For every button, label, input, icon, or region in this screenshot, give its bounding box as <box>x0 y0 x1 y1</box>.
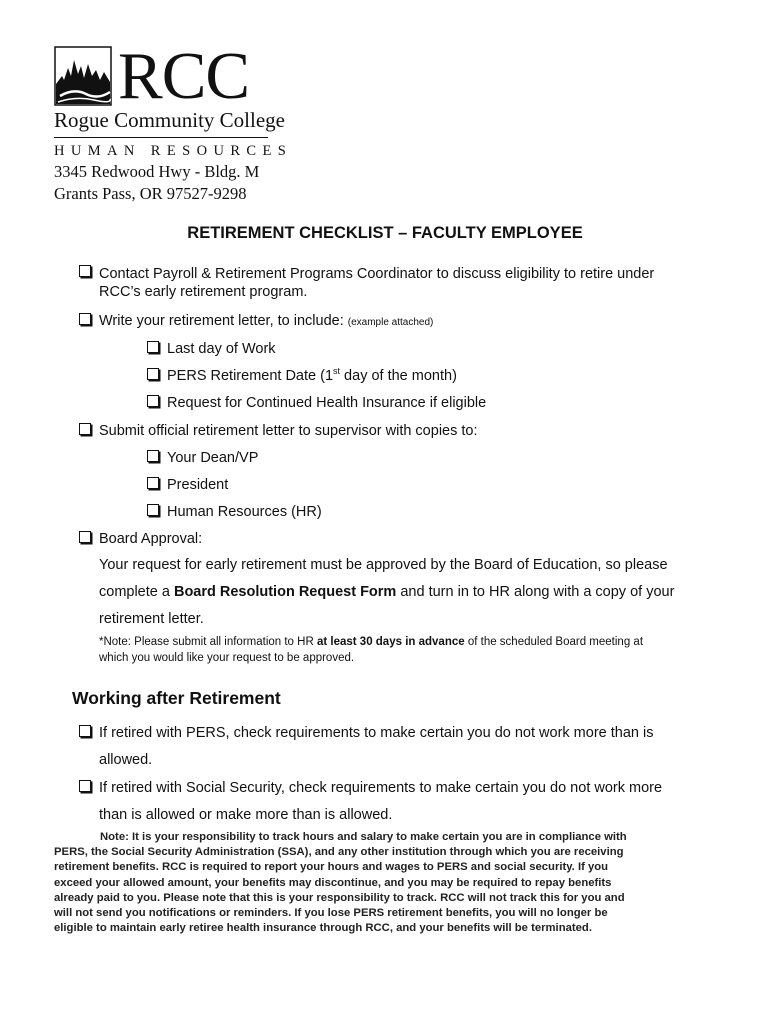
checkbox-last-day[interactable] <box>147 341 159 353</box>
note-line-7: eligible to maintain early retiree health insurance through RCC, and your benefits will be terminated. <box>54 922 592 935</box>
pers-requirements-line-2: allowed. <box>99 752 153 768</box>
subitem-health-insurance: Request for Continued Health Insurance if eligible <box>167 395 487 411</box>
checkbox-pers-requirements[interactable] <box>79 725 91 737</box>
checkbox-president[interactable] <box>147 477 159 489</box>
subitem-pers-date <box>167 367 457 385</box>
checkbox-write-letter[interactable] <box>79 313 91 325</box>
item-write-letter <box>99 312 433 332</box>
board-note-deadline: at least 30 days in advance <box>316 636 465 648</box>
pers-date-text: PERS Retirement Date (1 <box>167 368 334 384</box>
board-text-line-1: Your request for early retirement must be approved by the Board of Education, so please <box>99 557 668 573</box>
board-note-start: *Note: Please submit all information to HR <box>99 636 317 648</box>
item-contact-line-2: RCC’s early retirement program. <box>99 284 308 300</box>
note-line-4: exceed your allowed amount, your benefits may discontinue, and you may be required to repay benefits <box>54 876 612 889</box>
checkbox-submit-letter[interactable] <box>79 423 91 435</box>
board-text-line-2-end: and turn in to HR along with a copy of your <box>396 584 675 600</box>
subitem-dean-vp: Your Dean/VP <box>167 450 259 466</box>
rcc-logo <box>54 39 293 204</box>
example-attached-note: (example attached) <box>347 317 434 328</box>
forest-landscape-icon <box>54 46 112 106</box>
board-text-line-2 <box>99 583 674 601</box>
board-note-line-2: which you would like your request to be approved. <box>99 652 355 664</box>
social-security-line-2: than is allowed or make more than is allowed. <box>99 807 393 823</box>
note-line-5: already paid to you. Please note that this is your responsibility to track. RCC will not track this for you and <box>54 891 625 904</box>
logo-rcc-text: RCC <box>118 39 250 113</box>
pers-date-text-end: day of the month) <box>340 368 457 384</box>
logo-top <box>54 39 270 113</box>
board-note-line-1 <box>99 634 643 650</box>
checkbox-board-approval[interactable] <box>79 531 91 543</box>
address-line-1: 3345 Redwood Hwy - Bldg. M <box>54 162 260 181</box>
college-name: Rogue Community College <box>54 108 268 138</box>
subitem-last-day: Last day of Work <box>167 341 276 357</box>
item-write-letter-text: Write your retirement letter, to include: <box>99 313 348 329</box>
note-line-3: retirement benefits. RCC is required to report your hours and wages to PERS and social security. If you <box>54 861 609 874</box>
board-text-line-2-start: complete a <box>99 584 174 600</box>
responsibility-note <box>54 830 704 936</box>
social-security-line-1: If retired with Social Security, check requirements to make certain you do not work more <box>99 780 663 796</box>
note-line-1: Note: It is your responsibility to track hours and salary to make certain you are in compliance with <box>100 831 627 843</box>
subitem-human-resources: Human Resources (HR) <box>167 504 322 520</box>
working-after-retirement-heading: Working after Retirement <box>72 688 281 708</box>
checkbox-contact-payroll[interactable] <box>79 265 91 277</box>
item-board-approval: Board Approval: <box>99 531 203 547</box>
checkbox-pers-date[interactable] <box>147 368 159 380</box>
note-line-2: PERS, the Social Security Administration (SSA), and any other institution through which you are receiving <box>54 846 624 859</box>
checkbox-health-insurance[interactable] <box>147 395 159 407</box>
subitem-president: President <box>167 477 229 493</box>
checkbox-social-security[interactable] <box>79 780 91 792</box>
note-line-6: will not send you notifications or reminders. If you lose PERS retirement benefits, you will no longer be <box>54 907 608 920</box>
page-title: RETIREMENT CHECKLIST – FACULTY EMPLOYEE <box>187 224 583 242</box>
board-resolution-form-name: Board Resolution Request Form <box>173 584 397 600</box>
checkbox-dean-vp[interactable] <box>147 450 159 462</box>
checkbox-human-resources[interactable] <box>147 504 159 516</box>
pers-date-superscript: st <box>333 366 341 377</box>
department-name: HUMAN RESOURCES <box>54 143 293 159</box>
address-line-2: Grants Pass, OR 97527-9298 <box>54 184 247 203</box>
item-submit-letter: Submit official retirement letter to supervisor with copies to: <box>99 423 478 439</box>
board-text-line-3: retirement letter. <box>99 611 204 627</box>
pers-requirements-line-1: If retired with PERS, check requirements to make certain you do not work more than is <box>99 725 654 741</box>
item-contact-line-1: Contact Payroll & Retirement Programs Coordinator to discuss eligibility to retire under <box>99 266 655 282</box>
board-note-end: of the scheduled Board meeting at <box>464 636 644 648</box>
